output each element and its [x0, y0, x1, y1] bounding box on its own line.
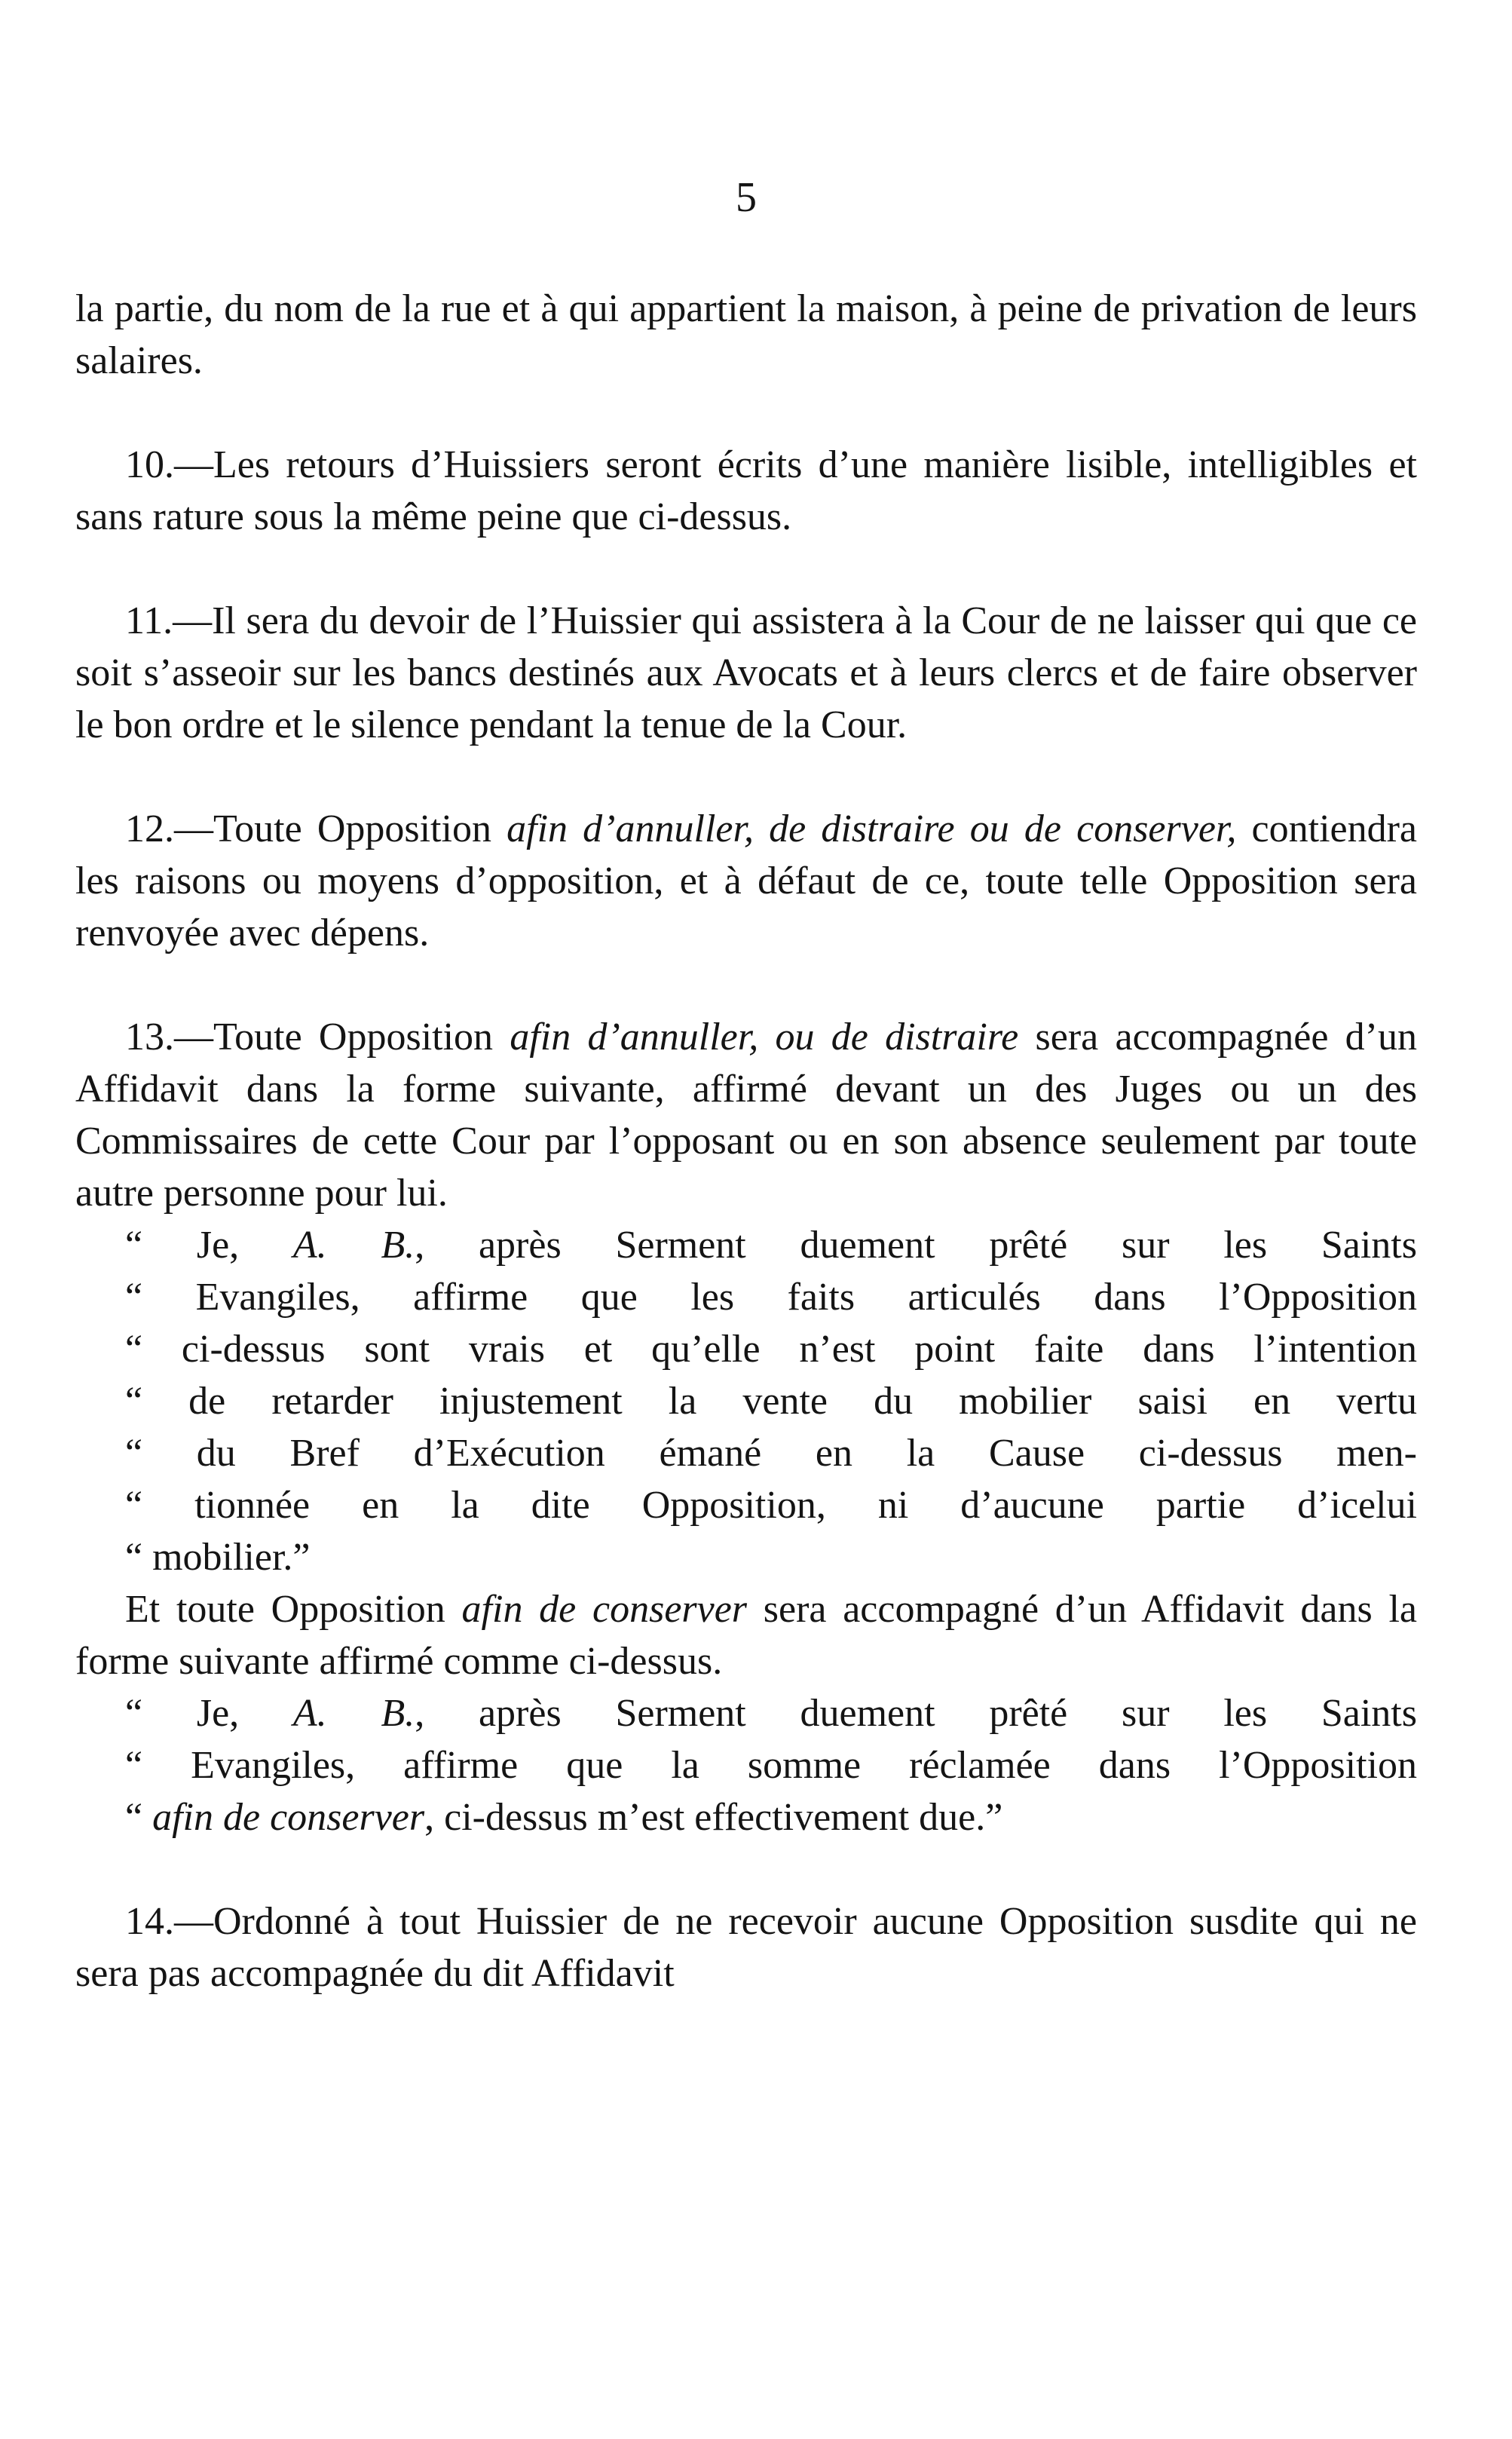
- paragraph-text: —Toute Opposition: [174, 1016, 510, 1059]
- paragraph-number: 13.: [125, 1016, 174, 1059]
- paragraph-9-end: la partie, du nom de la rue et à qui appartient la maison, à peine de privation de leurs salaires.: [75, 287, 1417, 382]
- quote-line: “ tionnée en la dite Opposition, ni d’aucune partie d’icelui: [125, 1484, 1417, 1527]
- quote-line: [75, 1219, 1417, 1271]
- quote-line: [75, 1791, 1417, 1843]
- quote-text: , après Serment duement prêté sur les Saints: [415, 1224, 1417, 1267]
- quote-line: “ mobilier.”: [125, 1536, 311, 1579]
- quote-name: A. B.: [292, 1224, 415, 1267]
- quote-name: A. B.: [292, 1692, 415, 1735]
- paragraph-text: —Toute Opposition: [174, 807, 507, 850]
- quote-text: “: [125, 1796, 153, 1839]
- page-number: 5: [736, 174, 757, 221]
- paragraph-text: —Les retours d’Huissiers seront écrits d’une manière lisible, intelligibles et sans rature sous la même peine que ci-dessus.: [75, 443, 1417, 538]
- paragraph-text: sera accompagnée d’un Affidavit dans la forme suivante, affirmé devant un des Juges ou un des Commissaires de cette Cour par l’opposant ou en son absence seulement par toute autre personne pour lui.: [75, 1016, 1417, 1215]
- quote-line: “ du Bref d’Exécution émané en la Cause ci-dessus men-: [125, 1432, 1417, 1475]
- quote-text: , ci-dessus m’est effectivement due.”: [424, 1796, 1003, 1839]
- paragraph-text: sera accompagné d’un Affidavit dans la forme suivante affirmé comme ci-dessus.: [75, 1588, 1417, 1683]
- italic-text: afin d’annuller, ou de distraire: [510, 1016, 1019, 1059]
- quote-text: , après Serment duement prêté sur les Saints: [415, 1692, 1417, 1735]
- quote-text: “ Je,: [125, 1692, 293, 1735]
- italic-text: afin de conserver: [152, 1796, 425, 1839]
- paragraph-text: Et toute Opposition: [125, 1588, 462, 1631]
- quote-line: “ Evangiles, affirme que la somme réclamée dans l’Opposition: [125, 1744, 1417, 1787]
- paragraph-13-continued: [75, 1583, 1417, 1687]
- quote-line: “ ci-dessus sont vrais et qu’elle n’est point faite dans l’intention: [125, 1328, 1417, 1371]
- quote-text: “ Je,: [125, 1224, 293, 1267]
- paragraph-text: —Ordonné à tout Huissier de ne recevoir aucune Opposition susdite qui ne sera pas accompagnée du dit Affidavit: [75, 1900, 1417, 1995]
- italic-text: afin de conserver: [461, 1588, 748, 1631]
- paragraph-13: [75, 1011, 1417, 1219]
- affidavit-quote-2: [75, 1687, 1417, 1843]
- paragraph-text: —Il sera du devoir de l’Huissier qui assistera à la Cour de ne laisser qui que ce soit s’asseoir sur les bancs destinés aux Avocats et à leurs clercs et de faire observer le bon ordre et le silence pendant la tenue de la Cour.: [75, 599, 1417, 746]
- quote-line: “ de retarder injustement la vente du mobilier saisi en vertu: [125, 1380, 1417, 1423]
- italic-text: afin d’annuller, de distraire ou de conserver,: [507, 807, 1237, 850]
- paragraph-11: [75, 595, 1417, 751]
- paragraph-text: contiendra les raisons ou moyens d’opposition, et à défaut de ce, toute telle Opposition sera renvoyée avec dépens.: [75, 807, 1418, 954]
- paragraph-10: [75, 439, 1417, 543]
- paragraph-number: 10.: [125, 443, 174, 486]
- quote-line: “ Evangiles, affirme que les faits articulés dans l’Opposition: [125, 1276, 1417, 1319]
- paragraph-number: 11.: [125, 599, 173, 642]
- body-text: [75, 283, 1417, 1999]
- paragraph-number: 14.: [125, 1900, 174, 1943]
- paragraph-12: [75, 803, 1417, 959]
- quote-line: [75, 1687, 1417, 1739]
- paragraph-number: 12.: [125, 807, 174, 850]
- affidavit-quote-1: [75, 1219, 1417, 1583]
- paragraph-14: [75, 1895, 1417, 1999]
